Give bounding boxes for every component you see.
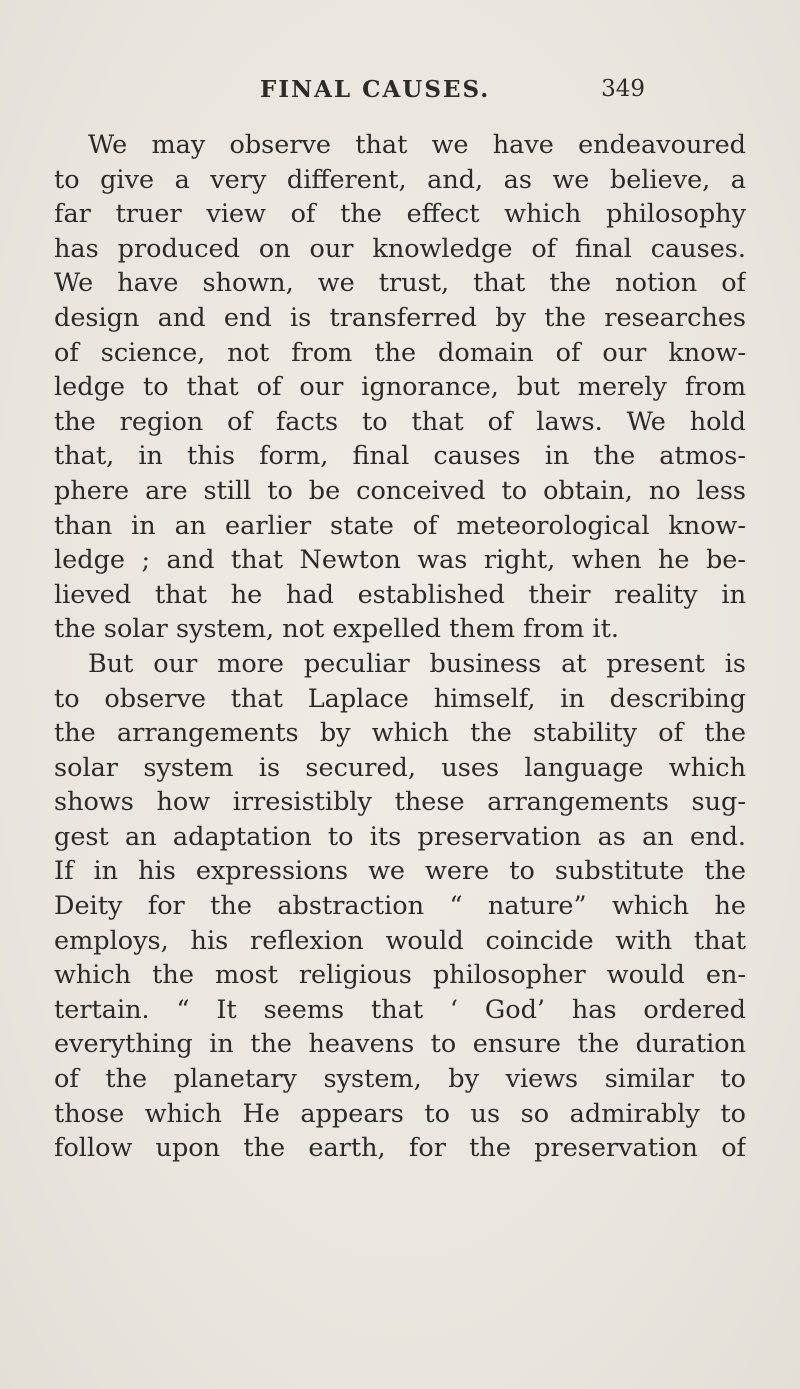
text-line: to give a very different, and, as we believe, a [54,164,746,195]
text-line: far truer view of the effect which philosophy [54,199,746,230]
text-line: has produced on our knowledge of final causes. [54,233,746,264]
body-text [54,128,746,1166]
text-line: follow upon the earth, for the preservation of [54,1133,746,1164]
text-line: lieved that he had established their reality in [54,579,746,610]
paragraph-1 [54,128,746,647]
text-line: But our more peculiar business at present is [88,648,746,679]
text-line: that, in this form, final causes in the atmos- [54,441,746,472]
text-line: everything in the heavens to ensure the duration [54,1029,746,1060]
page-header [0,76,800,108]
text-line: gest an adaptation to its preservation as an end. [54,821,746,852]
text-line: of science, not from the domain of our know- [54,337,746,368]
text-line: to observe that Laplace himself, in describing [54,683,746,714]
text-line: those which He appears to us so admirably to [54,1098,746,1129]
page-number: 349 [601,76,645,102]
running-title: FINAL CAUSES. [260,76,491,103]
text-line: tertain. “ It seems that ‘ God’ has ordered [54,994,746,1025]
text-line: of the planetary system, by views similar to [54,1064,746,1095]
text-line: the solar system, not expelled them from it. [54,614,619,645]
text-line: than in an earlier state of meteorological know- [54,510,746,541]
paragraph-2 [54,647,746,1166]
text-line: We have shown, we trust, that the notion of [54,268,746,299]
text-line: shows how irresistibly these arrangements sug- [54,787,746,818]
text-line: ledge to that of our ignorance, but merely from [54,372,746,403]
text-line: We may observe that we have endeavoured [88,130,746,160]
text-line: which the most religious philosopher would en- [54,960,746,991]
text-line: phere are still to be conceived to obtain, no less [54,475,746,506]
text-line: the arrangements by which the stability of the [54,718,746,749]
text-line: design and end is transferred by the researches [54,302,746,333]
text-line: Deity for the abstraction “ nature” which he [54,891,746,922]
text-line: ledge ; and that Newton was right, when he be- [54,545,746,576]
text-line: solar system is secured, uses language which [54,752,746,783]
text-line: the region of facts to that of laws. We hold [54,406,746,437]
text-line: If in his expressions we were to substitute the [54,856,746,887]
text-line: employs, his reflexion would coincide with that [54,925,746,956]
